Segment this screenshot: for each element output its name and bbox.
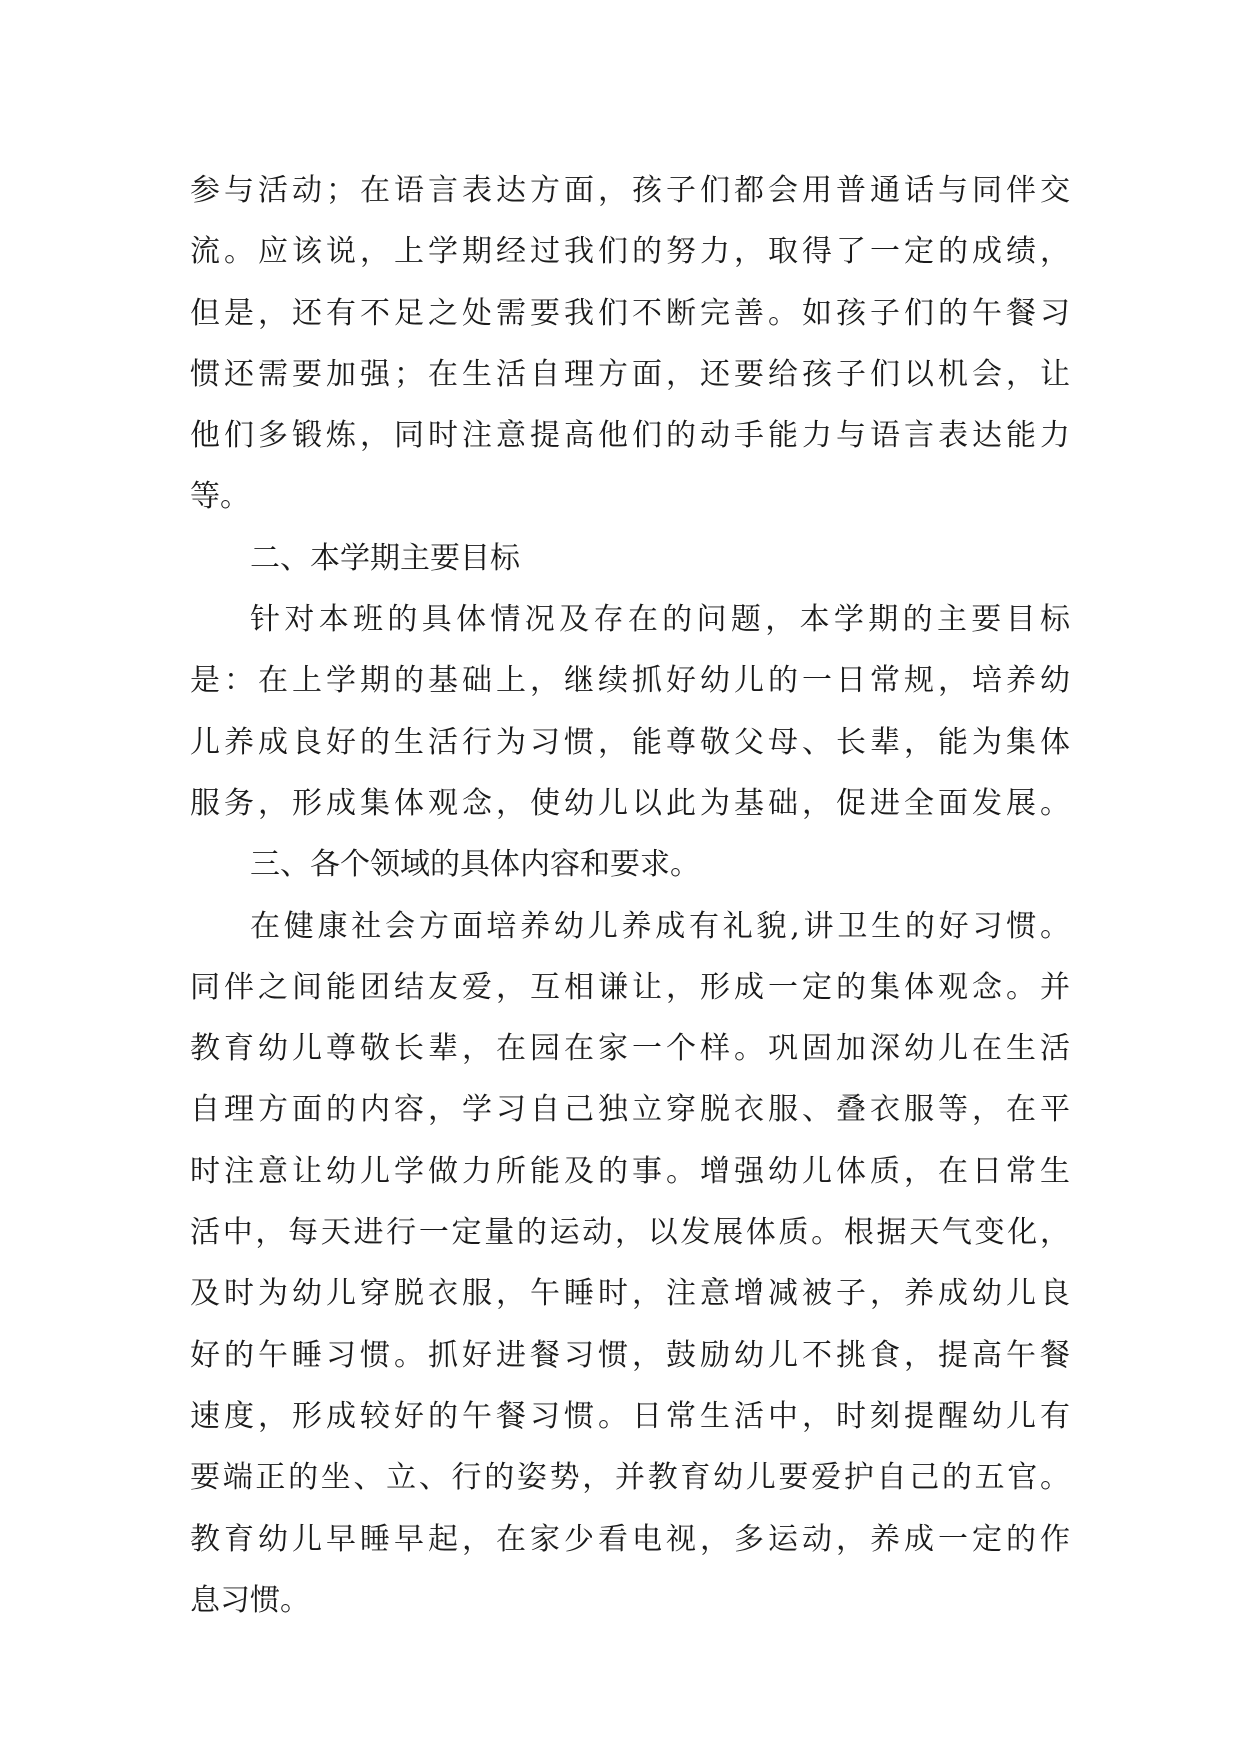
text-line: 速度，形成较好的午餐习惯。日常生活中，时刻提醒幼儿有 [190, 1398, 1070, 1434]
text-line: 教育幼儿尊敬长辈，在园在家一个样。巩固加深幼儿在生活 [190, 1031, 1070, 1067]
text-line: 参与活动；在语言表达方面，孩子们都会用普通话与同伴交 [190, 173, 1070, 208]
text-line: 活中，每天进行一定量的运动，以发展体质。根据天气变化， [190, 1215, 1070, 1251]
text-line: 但是，还有不足之处需要我们不断完善。如孩子们的午餐习 [190, 295, 1070, 331]
text-line: 要端正的坐、立、行的姿势，并教育幼儿要爱护自己的五官。 [190, 1460, 1070, 1496]
text-line: 好的午睡习惯。抓好进餐习惯，鼓励幼儿不挑食，提高午餐 [190, 1337, 1070, 1373]
text-line: 及时为幼儿穿脱衣服，午睡时，注意增减被子，养成幼儿良 [190, 1276, 1070, 1312]
text-line: 儿养成良好的生活行为习惯，能尊敬父母、长辈，能为集体 [190, 724, 1070, 760]
section-heading-domains [190, 834, 1070, 895]
text-line: 是：在上学期的基础上，继续抓好幼儿的一日常规，培养幼 [190, 663, 1070, 699]
text-line: 自理方面的内容，学习自己独立穿脱衣服、叠衣服等，在平 [190, 1092, 1070, 1128]
heading-text: 三、各个领域的具体内容和要求。 [250, 847, 700, 883]
text-line: 针对本班的具体情况及存在的问题，本学期的主要目标 [250, 602, 1070, 638]
document-body [190, 160, 1070, 1631]
paragraph-goals [190, 589, 1070, 834]
paragraph-health-social [190, 896, 1070, 1632]
text-line: 流。应该说，上学期经过我们的努力，取得了一定的成绩， [190, 234, 1070, 270]
section-heading-goals [190, 528, 1070, 589]
text-line: 息习惯。 [190, 1582, 310, 1618]
text-line: 教育幼儿早睡早起，在家少看电视，多运动，养成一定的作 [190, 1521, 1070, 1557]
text-line: 同伴之间能团结友爱，互相谦让，形成一定的集体观念。并 [190, 969, 1070, 1005]
text-line: 服务，形成集体观念，使幼儿以此为基础，促进全面发展。 [190, 785, 1070, 821]
text-line: 在健康社会方面培养幼儿养成有礼貌,讲卫生的好习惯。 [250, 908, 1070, 944]
text-line: 他们多锻炼，同时注意提高他们的动手能力与语言表达能力 [190, 418, 1070, 454]
heading-text: 二、本学期主要目标 [250, 540, 520, 576]
paragraph-previous-summary [190, 160, 1070, 528]
text-line: 等。 [190, 479, 250, 515]
text-line: 时注意让幼儿学做力所能及的事。增强幼儿体质，在日常生 [190, 1153, 1070, 1189]
text-line: 惯还需要加强；在生活自理方面，还要给孩子们以机会，让 [190, 356, 1070, 392]
